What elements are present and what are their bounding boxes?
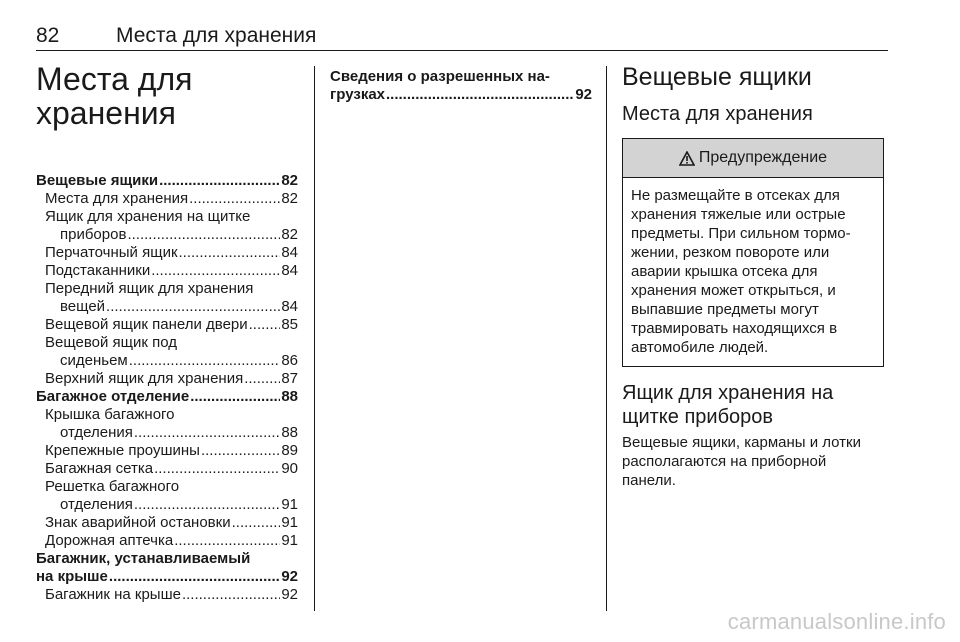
toc-entry-label: Ящик для хранения на щитке bbox=[45, 208, 251, 225]
toc-entry-label: вещей bbox=[60, 298, 106, 315]
toc-entry bbox=[36, 190, 298, 208]
toc-entry-label: Места для хранения bbox=[45, 190, 189, 207]
toc-leader-dots bbox=[134, 496, 280, 514]
toc-entry-label: Крышка багажного bbox=[45, 406, 175, 423]
toc-page-number: 82 bbox=[281, 226, 298, 243]
toc-entry-label: Решетка багажного bbox=[45, 478, 180, 495]
toc-leader-dots bbox=[182, 586, 280, 604]
toc-page-number: 87 bbox=[281, 370, 298, 387]
warning-heading: Предупреждение bbox=[698, 149, 828, 166]
toc-entry bbox=[36, 586, 298, 604]
toc-page-number: 92 bbox=[575, 86, 592, 103]
warning-header bbox=[623, 139, 883, 178]
toc-page-number: 85 bbox=[281, 316, 298, 333]
toc-entry bbox=[36, 532, 298, 550]
toc-entry bbox=[36, 316, 298, 334]
toc-entry-label: приборов bbox=[60, 226, 127, 243]
toc-entry bbox=[36, 262, 298, 280]
toc-leader-dots bbox=[159, 172, 280, 190]
subsection-heading: Ящик для хранения на щитке приборов bbox=[622, 382, 834, 428]
toc-page-number: 82 bbox=[281, 190, 298, 207]
toc-entry-label: сиденьем bbox=[60, 352, 128, 369]
toc-page-number: 84 bbox=[281, 298, 298, 315]
toc-entry-label: Крепежные проушины bbox=[45, 442, 200, 459]
toc-entry bbox=[36, 514, 298, 532]
toc-leader-dots bbox=[249, 316, 281, 334]
toc-entry bbox=[36, 352, 298, 370]
toc-entry-label: Багажник, устанавливаемый bbox=[36, 550, 251, 567]
toc-entry-label: Вещевой ящик панели двери bbox=[45, 316, 248, 333]
content-column bbox=[622, 62, 886, 490]
toc-entry bbox=[36, 442, 298, 460]
warning-box bbox=[622, 138, 884, 367]
toc-entry-label: отделения bbox=[60, 424, 133, 441]
toc-leader-dots bbox=[190, 388, 280, 406]
toc-entry-label: Багажник на крыше bbox=[45, 586, 181, 603]
toc-entry-label: Сведения о разрешенных на- bbox=[330, 68, 550, 85]
toc-page-number: 84 bbox=[281, 262, 298, 279]
toc-page-number: 88 bbox=[281, 424, 298, 441]
toc-page-number: 91 bbox=[281, 514, 298, 531]
toc-page-number: 92 bbox=[281, 568, 298, 585]
toc-page-number: 91 bbox=[281, 532, 298, 549]
toc-entry-label: Вещевые ящики bbox=[36, 172, 159, 189]
toc-leader-dots bbox=[189, 190, 280, 208]
toc-leader-dots bbox=[244, 370, 280, 388]
warning-triangle-icon bbox=[679, 151, 695, 166]
toc-leader-dots bbox=[151, 262, 280, 280]
toc-leader-dots bbox=[134, 424, 280, 442]
toc-page-number: 82 bbox=[281, 172, 298, 189]
toc-leader-dots bbox=[174, 532, 280, 550]
toc-entry bbox=[36, 496, 298, 514]
toc-leader-dots bbox=[232, 514, 281, 532]
warning-text: Не размещайте в отсеках для хранения тяжелые или острые предметы. При сильном тормо- жении, резком повороте или аварии крышка отсека для хранения может открыться, и выпавшие предметы могут травмировать находящихся в автомобиле людей. bbox=[631, 187, 851, 356]
watermark: carmanualsonline.info bbox=[727, 609, 946, 634]
toc-page-number: 91 bbox=[281, 496, 298, 513]
toc-page-number: 90 bbox=[281, 460, 298, 477]
subsection-heading: Места для хранения bbox=[622, 103, 813, 125]
toc-leader-dots bbox=[179, 244, 281, 262]
body-paragraph: Вещевые ящики, карманы и лотки располагаются на приборной панели. bbox=[622, 434, 861, 489]
header-rule bbox=[36, 50, 888, 51]
toc-entry-label: Знак аварийной остановки bbox=[45, 514, 231, 531]
toc-entry-label: на крыше bbox=[36, 568, 108, 585]
toc-entry bbox=[36, 388, 298, 406]
running-title: Места для хранения bbox=[116, 24, 317, 47]
table-of-contents bbox=[330, 68, 592, 104]
column-divider bbox=[606, 66, 607, 611]
toc-entry bbox=[36, 460, 298, 478]
toc-entry bbox=[36, 226, 298, 244]
toc-column-1 bbox=[36, 62, 298, 604]
toc-entry-label: Верхний ящик для хранения bbox=[45, 370, 244, 387]
toc-page-number: 86 bbox=[281, 352, 298, 369]
toc-column-2 bbox=[330, 62, 592, 104]
toc-entry-label: Передний ящик для хранения bbox=[45, 280, 254, 297]
toc-entry bbox=[36, 370, 298, 388]
toc-entry-label: Дорожная аптечка bbox=[45, 532, 174, 549]
toc-entry bbox=[36, 244, 298, 262]
toc-entry-label: отделения bbox=[60, 496, 133, 513]
page-number: 82 bbox=[36, 24, 60, 47]
toc-leader-dots bbox=[106, 298, 280, 316]
toc-leader-dots bbox=[127, 226, 280, 244]
toc-entry-label: Перчаточный ящик bbox=[45, 244, 178, 261]
toc-entry-label: грузках bbox=[330, 86, 386, 103]
toc-page-number: 92 bbox=[281, 586, 298, 603]
toc-leader-dots bbox=[129, 352, 281, 370]
toc-entry bbox=[36, 298, 298, 316]
toc-leader-dots bbox=[154, 460, 280, 478]
toc-entry bbox=[330, 86, 592, 104]
toc-entry-label: Багажное отделение bbox=[36, 388, 190, 405]
section-title: Места для хранения bbox=[36, 61, 193, 131]
page-header bbox=[36, 22, 888, 50]
toc-page-number: 88 bbox=[281, 388, 298, 405]
toc-entry-label: Багажная сетка bbox=[45, 460, 154, 477]
toc-entry-label: Подстаканники bbox=[45, 262, 151, 279]
column-divider bbox=[314, 66, 315, 611]
table-of-contents bbox=[36, 172, 298, 604]
toc-entry bbox=[36, 568, 298, 586]
toc-entry-label: Вещевой ящик под bbox=[45, 334, 178, 351]
chapter-heading: Вещевые ящики bbox=[622, 63, 812, 91]
toc-leader-dots bbox=[201, 442, 280, 460]
toc-page-number: 84 bbox=[281, 244, 298, 261]
toc-leader-dots bbox=[109, 568, 280, 586]
toc-leader-dots bbox=[386, 86, 574, 104]
toc-entry bbox=[36, 172, 298, 190]
toc-page-number: 89 bbox=[281, 442, 298, 459]
toc-entry bbox=[36, 424, 298, 442]
